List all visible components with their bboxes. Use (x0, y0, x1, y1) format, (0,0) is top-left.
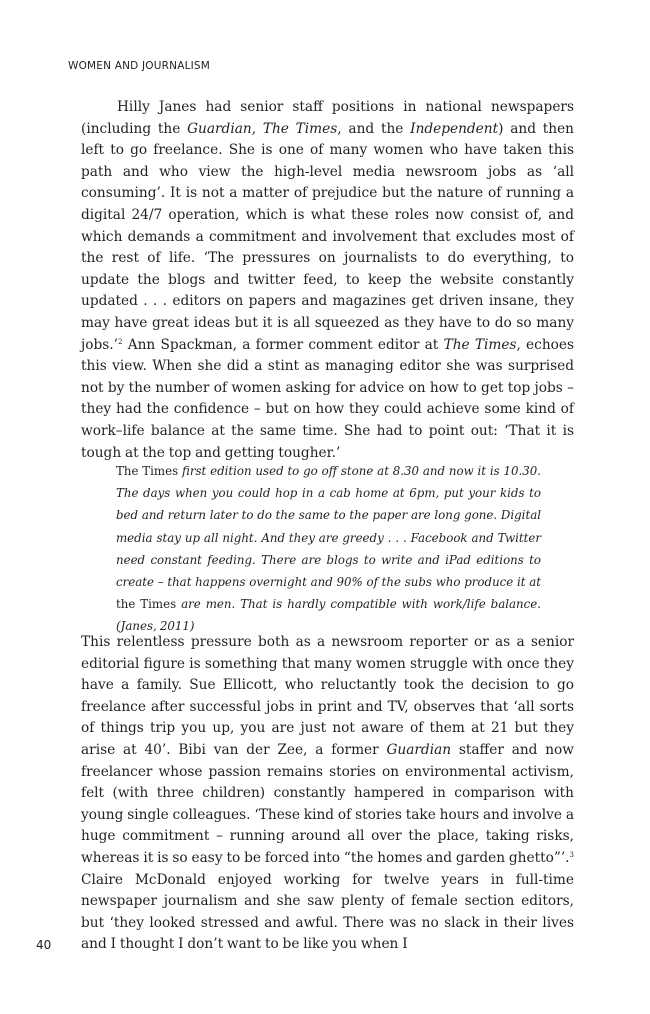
text-run: Hilly Janes had senior staff positions in national newspapers (including the (81, 99, 574, 137)
quote-text-run: first edition used to go off stone at 8.30 and now it is 10.30. The days when you could hop in a cab home at 6pm, put your kids to bed and return later to do the same to the paper are long gone. Digital media stay up all night. And they are greedy . . . Facebook and Twitter need constant feeding. There are blogs to write and iPad editions to create – that happens overnight and 90% of the subs who produce it at (116, 464, 541, 590)
italic-title-the-times: The Times (443, 336, 517, 353)
italic-title-guardian: Guardian (187, 120, 252, 137)
italic-title-guardian: Guardian (386, 741, 452, 758)
paragraph-hilly-janes (81, 97, 574, 464)
text-run: , echoes this view. When she did a stint as managing editor she was surprised not by the number of women asking for advice on how to get top jobs – they had the confidence – but on how they could achieve some kind of work–life balance at the same time. She had to point out: ‘That it is tough at the top and getting tougher.’ (81, 336, 575, 461)
italic-title-independent: Independent (410, 120, 499, 137)
running-head: WOMEN AND JOURNALISM (68, 60, 211, 72)
italic-title-the-times: The Times (262, 120, 338, 137)
text-run: ) and then left to go freelance. She is one of many women who have taken this path and who view the high-level media newsroom jobs as ‘all consuming’. It is not a matter of prejudice but the nature of running a digital 24/7 operation, which is what these roles now consist of, and which demands a commitment and involvement that excludes most of the rest of life. ‘The pressures on journalists to do everything, to update the blogs and twitter feed, to keep the website constantly updated . . . editors on papers and magazines get driven insane, they may have great ideas but it is all squeezed as they have to do so many jobs.’ (81, 120, 574, 353)
page-number: 40 (36, 938, 52, 952)
roman-title-the-times: The Times (116, 464, 179, 478)
footnote-marker: 3 (569, 850, 574, 859)
block-quote-janes (116, 460, 541, 638)
paragraph-relentless-pressure (81, 632, 574, 956)
text-run: Ann Spackman, a former comment editor at (122, 336, 444, 353)
text-run: , (251, 120, 263, 137)
quote-text-run: are men. That is hardly compatible with work/life balance. (Janes, 2011) (116, 597, 541, 634)
roman-title-the-times: the Times (116, 597, 177, 612)
text-run: , and the (337, 120, 411, 137)
text-run: Claire McDonald enjoyed working for twelve years in full-time newspaper journalism and she saw plenty of female section editors, but ‘they looked stressed and awful. There was no slack in their lives and I thought I don’t want to be like you when I (81, 871, 574, 953)
text-run: This relentless pressure both as a newsroom reporter or as a senior editorial figure is something that many women struggle with once they have a family. Sue Ellicott, who reluctantly took the decision to go freelance after successful jobs in print and TV, observes that ‘all sorts of things trip you up, you are just not aware of them at 21 but they arise at 40’. Bibi van der Zee, a former (81, 634, 574, 758)
text-run: staffer and now freelancer whose passion remains stories on environmental activism, felt (with three children) constantly hampered in comparison with young single colleagues. ‘These kind of stories take hours and involve a huge commitment – running around all over the place, taking risks, whereas it is so easy to be forced into “the homes and garden ghetto”’. (81, 741, 574, 866)
footnote-marker: 2 (117, 337, 123, 346)
